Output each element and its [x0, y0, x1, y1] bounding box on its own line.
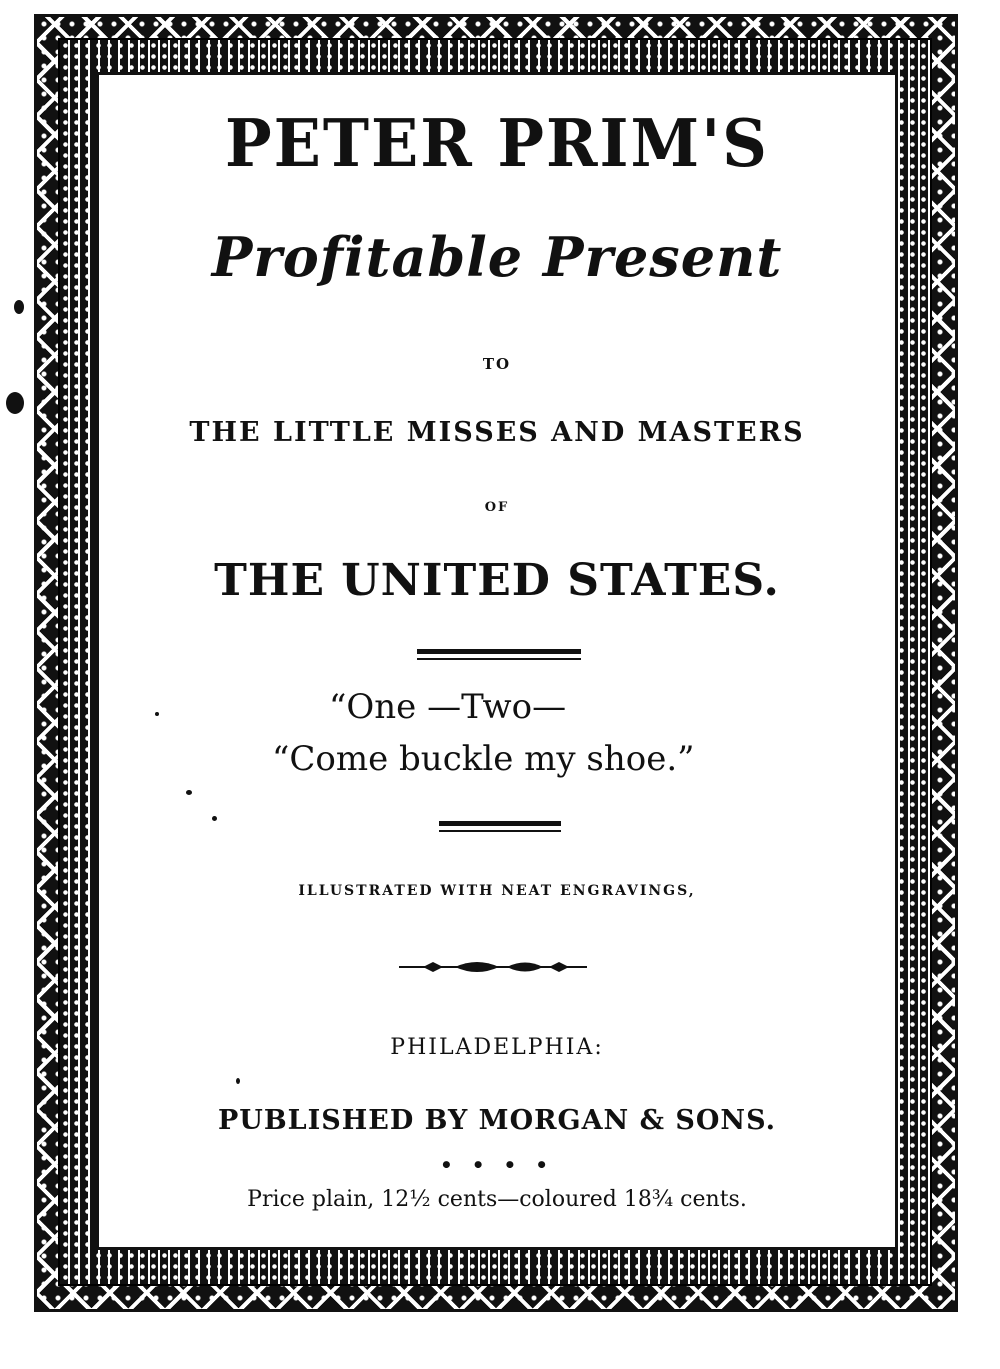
ink-speck [186, 790, 192, 795]
imprint-dots: • • • • [439, 1153, 555, 1177]
ornament-lozenge [507, 963, 543, 972]
verse-line-2: “Come buckle my shoe.” [272, 739, 695, 779]
ink-speck [155, 712, 159, 716]
ink-speck [6, 392, 24, 414]
imprint-city: PHILADELPHIA: [390, 1035, 604, 1060]
double-rule-top-thin [417, 658, 581, 660]
illustrated-note: ILLUSTRATED WITH NEAT ENGRAVINGS, [298, 883, 696, 899]
ornament-diamond [549, 962, 569, 972]
book-title: PETER PRIM'S [225, 105, 769, 182]
ornament-divider [399, 955, 587, 979]
dedication-recipients: THE LITTLE MISSES AND MASTERS [189, 417, 805, 448]
imprint-publisher: PUBLISHED BY MORGAN & SONS. [217, 1105, 777, 1136]
double-rule-top [417, 649, 581, 654]
double-rule-bottom-thin [439, 830, 561, 832]
ink-speck [14, 300, 24, 314]
ornament-lozenge [455, 962, 499, 972]
title-page-content [99, 75, 895, 1247]
book-subtitle: Profitable Present [211, 225, 783, 289]
double-rule-bottom [439, 821, 561, 826]
imprint-price: Price plain, 12½ cents—coloured 18¾ cents. [247, 1187, 747, 1212]
dedication-to: TO [482, 355, 512, 373]
verse-line-1: “One —Two— [329, 687, 567, 727]
dedication-of: OF [484, 500, 510, 515]
ink-speck [236, 1078, 240, 1084]
ornament-diamond [423, 962, 443, 972]
ink-speck [212, 816, 217, 821]
dedication-country: THE UNITED STATES. [214, 555, 780, 606]
